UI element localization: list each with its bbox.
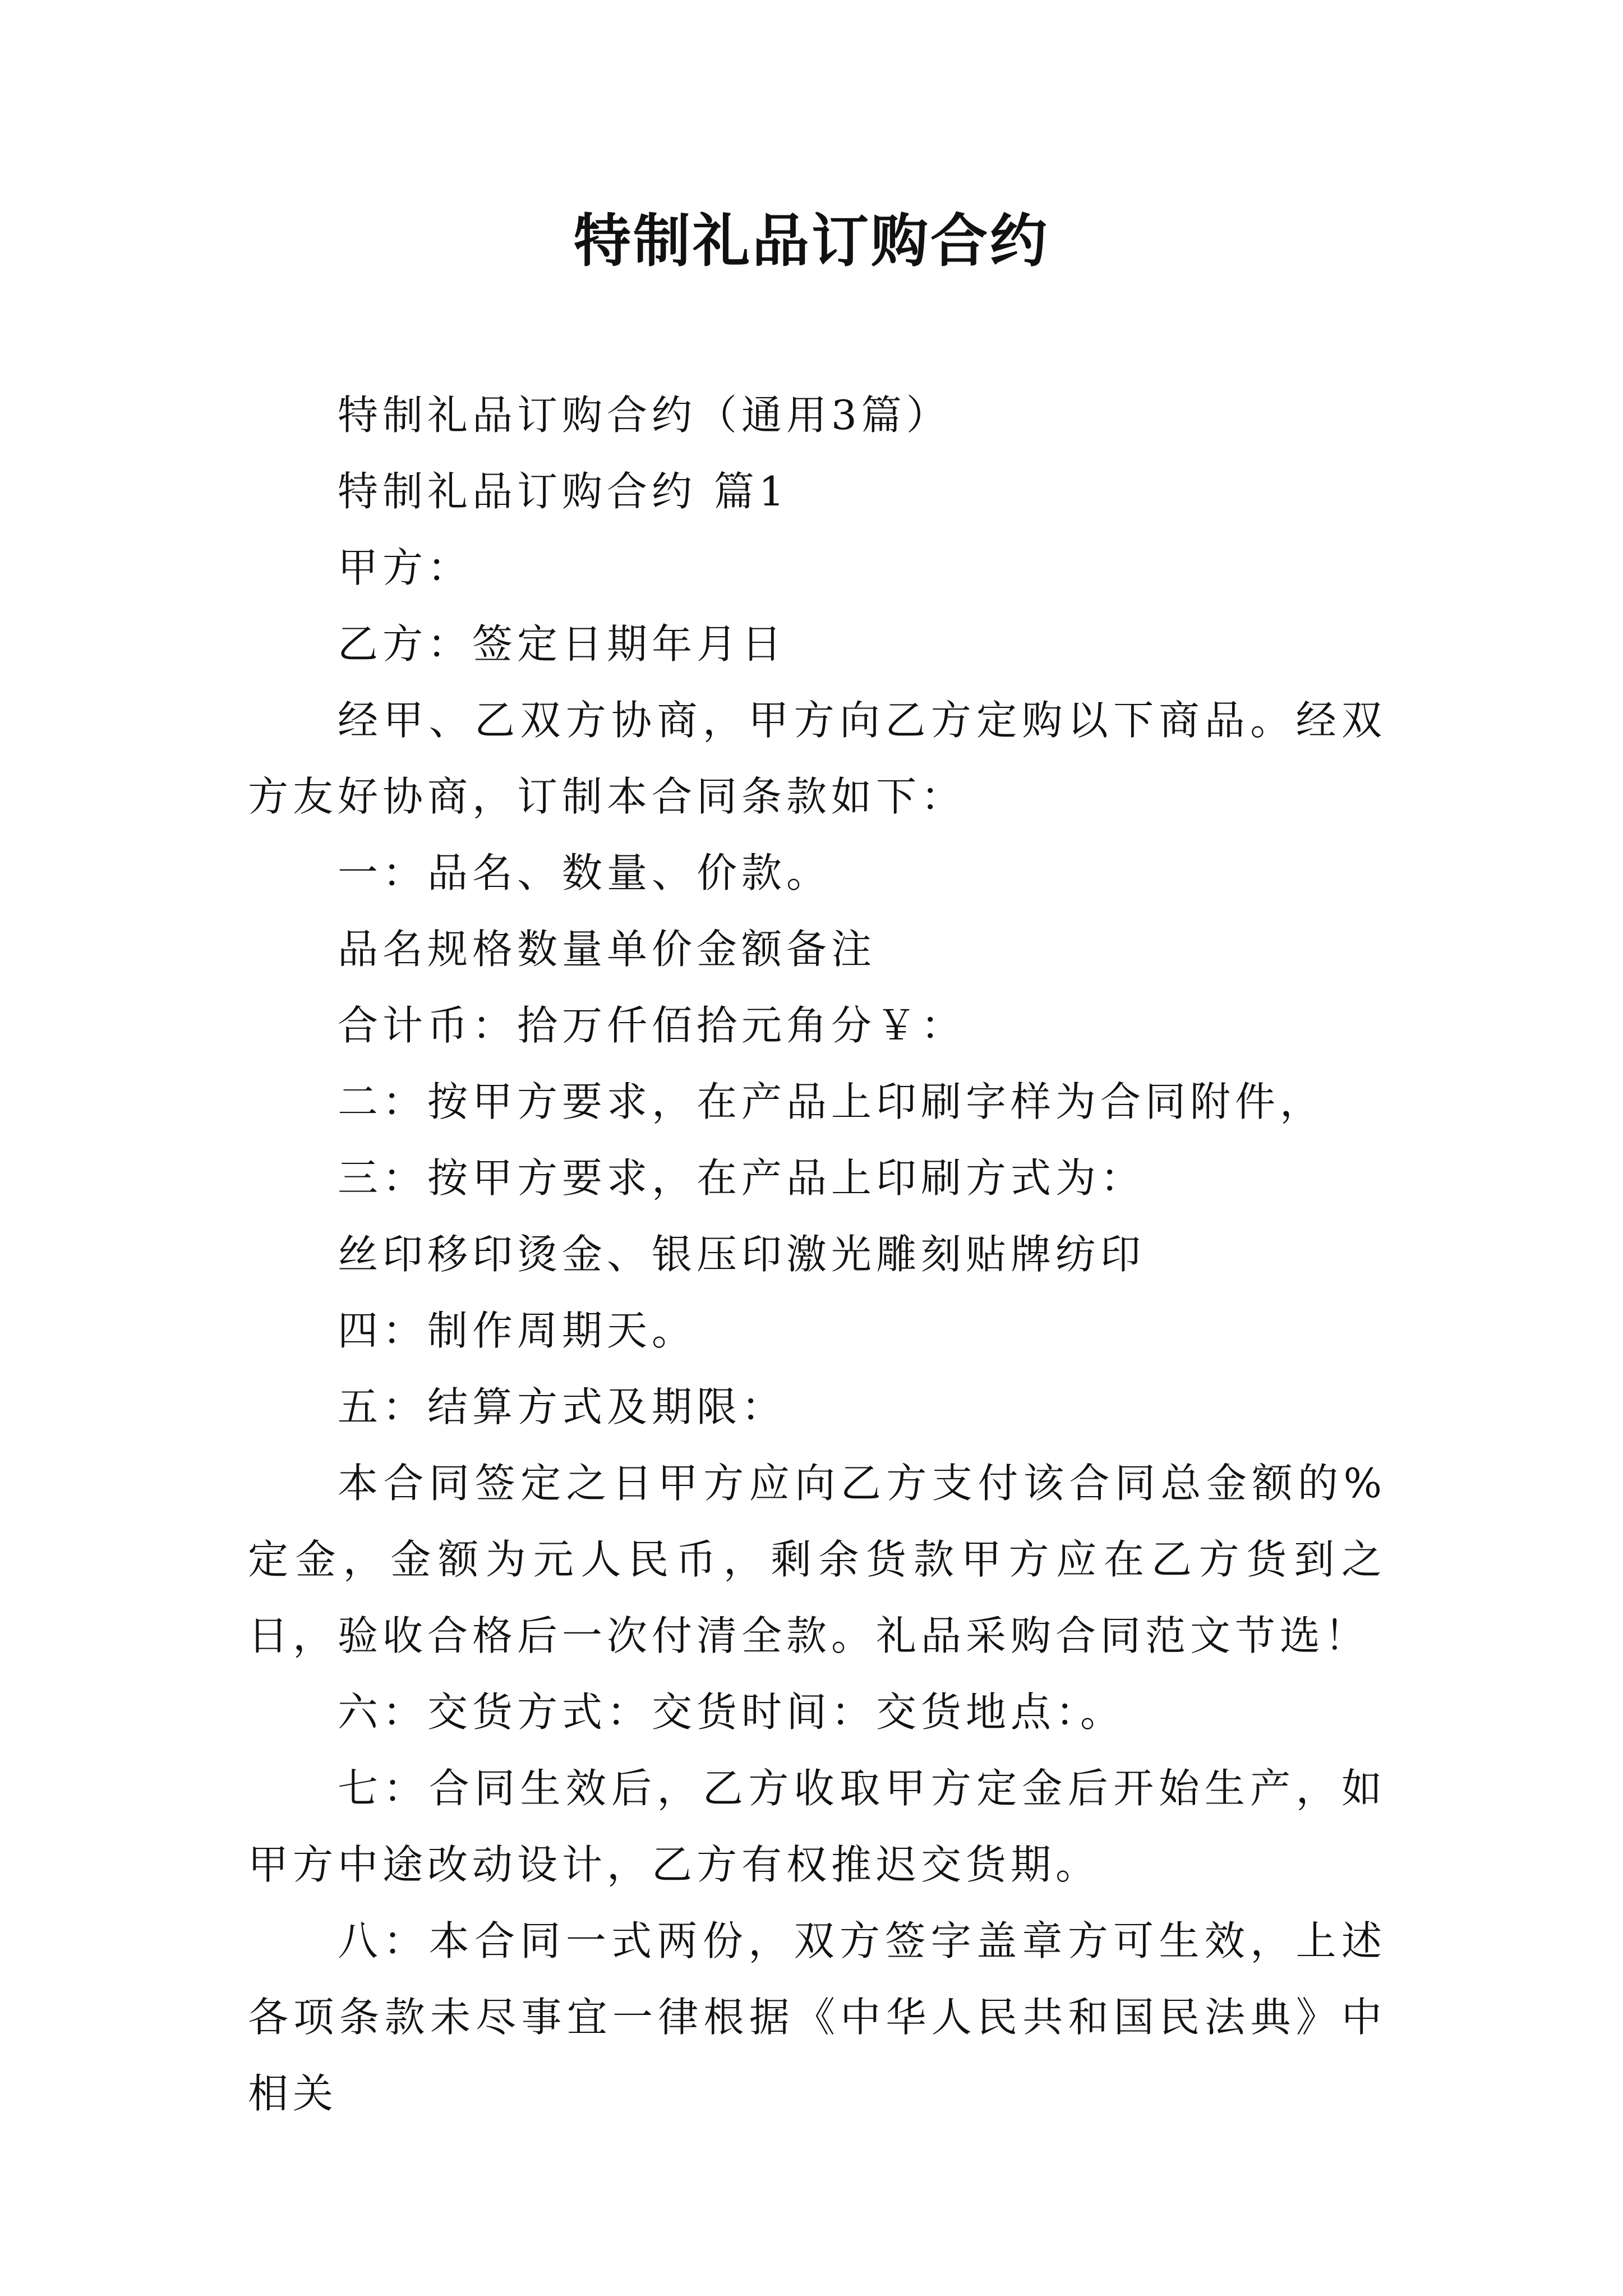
document-title: 特制礼品订购合约 xyxy=(574,208,1049,275)
paragraph-clause-1: 一：品名、数量、价款。 xyxy=(338,849,832,896)
paragraph-print-methods: 丝印移印烫金、银压印激光雕刻贴牌纺印 xyxy=(338,1231,1146,1278)
paragraph-section-heading: 特制礼品订购合约 篇1 xyxy=(338,468,789,515)
paragraph-total: 合计币：拾万仟佰拾元角分￥： xyxy=(338,1002,966,1049)
paragraph-payment-terms: 本合同签定之日甲方应向乙方支付该合同总金额的%定金，金额为元人民币，剩余货款甲方应在乙方货到之日，验收合格后一次付清全款。礼品采购合同范文节选！ xyxy=(248,1460,1386,1659)
paragraph-item-columns: 品名规格数量单价金额备注 xyxy=(338,926,877,973)
paragraph-party-b: 乙方：签定日期年月日 xyxy=(338,620,787,668)
paragraph-clause-5: 五：结算方式及期限： xyxy=(338,1383,787,1430)
paragraph-clause-3: 三：按甲方要求，在产品上印刷方式为： xyxy=(338,1154,1146,1202)
paragraph-clause-7: 七：合同生效后，乙方收取甲方定金后开始生产，如甲方中途改动设计，乙方有权推迟交货期。 xyxy=(248,1765,1386,1888)
paragraph-preamble: 经甲、乙双方协商，甲方向乙方定购以下商品。经双方友好协商，订制本合同条款如下： xyxy=(248,697,1386,820)
paragraph-party-a: 甲方： xyxy=(338,544,473,591)
document-body xyxy=(248,377,1386,2132)
paragraph-subtitle: 特制礼品订购合约（通用3篇） xyxy=(338,392,951,439)
paragraph-clause-2: 二：按甲方要求，在产品上印刷字样为合同附件， xyxy=(338,1078,1325,1125)
paragraph-clause-4: 四：制作周期天。 xyxy=(338,1307,697,1354)
paragraph-clause-8: 八：本合同一式两份，双方签字盖章方可生效，上述各项条款未尽事宜一律根据《中华人民共和国民法典》中相关 xyxy=(248,1917,1386,2117)
paragraph-clause-6: 六：交货方式：交货时间：交货地点：。 xyxy=(338,1688,1126,1736)
